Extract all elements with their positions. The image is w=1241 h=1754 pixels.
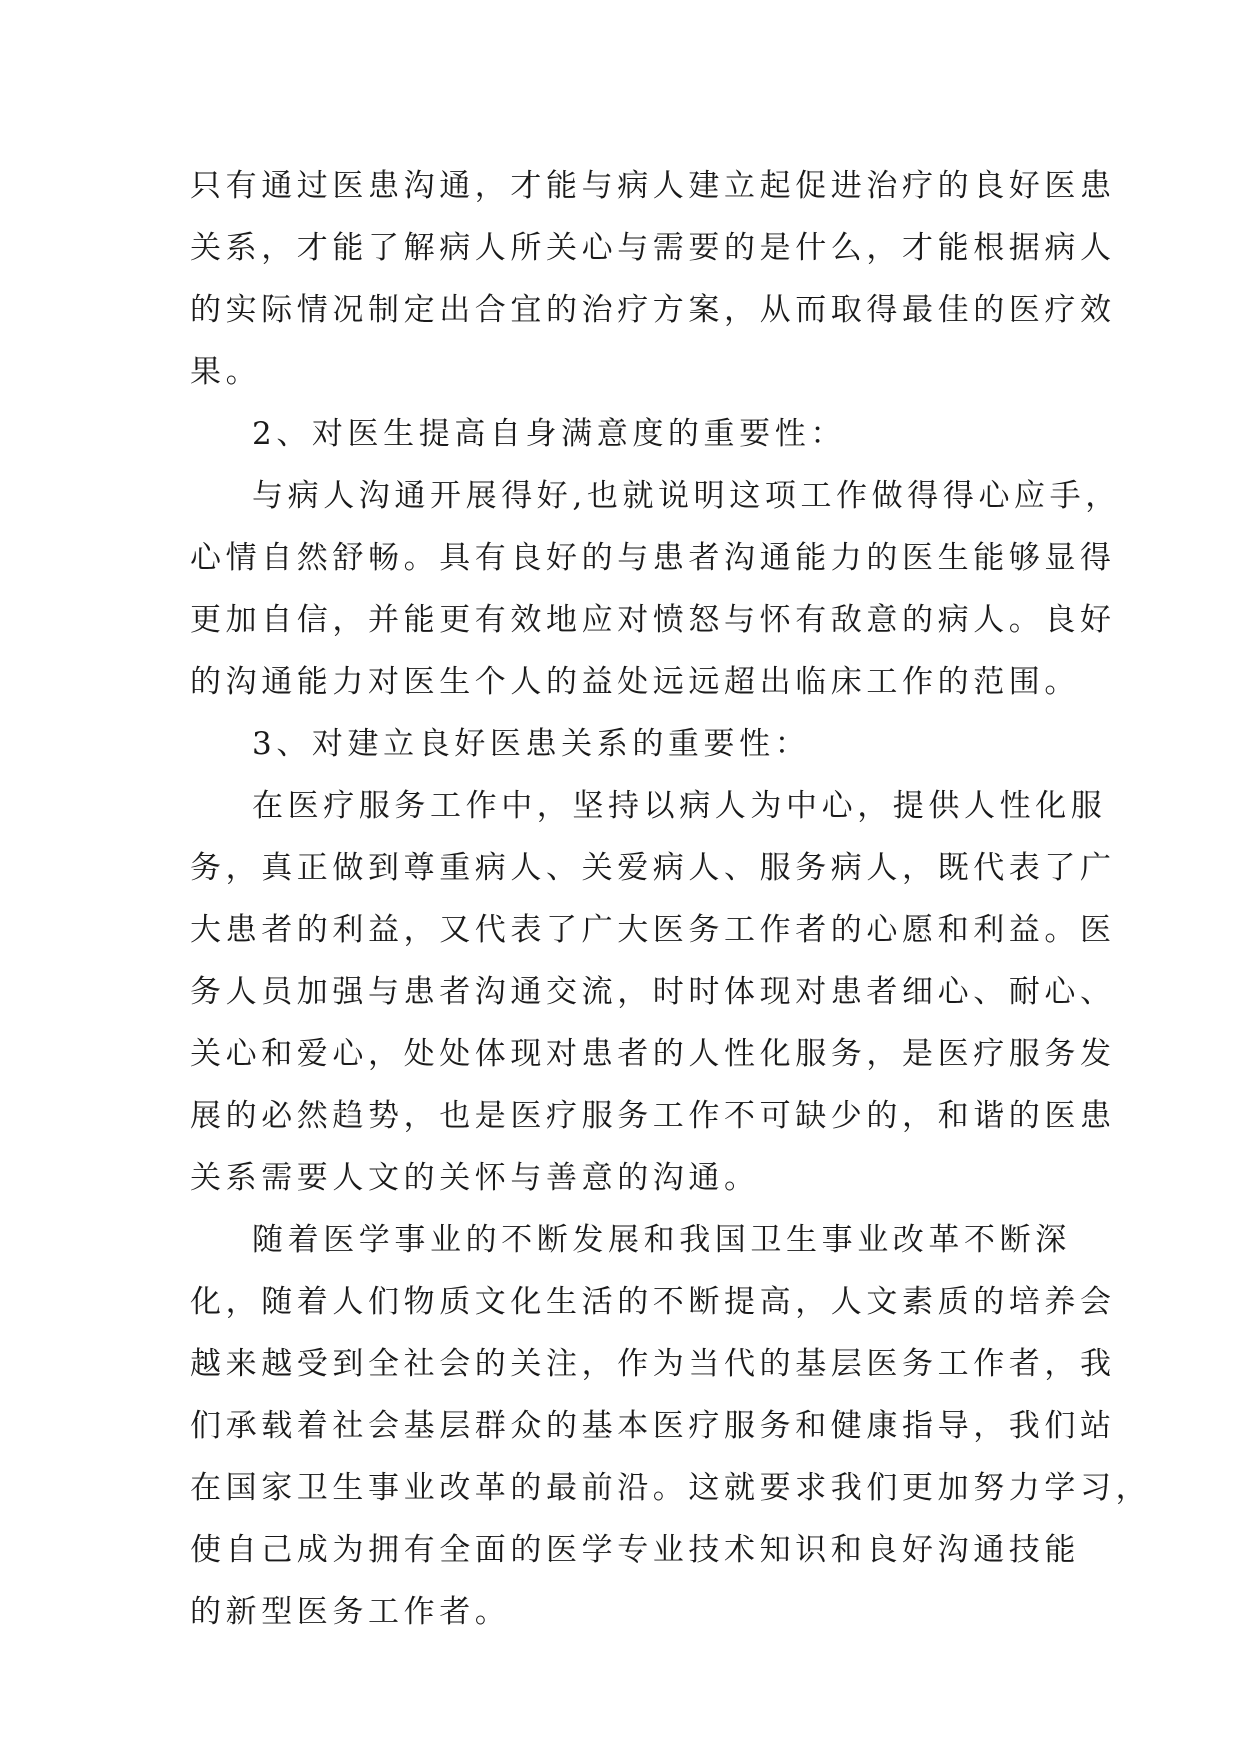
text-line: 越来越受到全社会的关注，作为当代的基层医务工作者，我 [190, 1346, 1116, 1382]
text-line: 们承载着社会基层群众的基本医疗服务和健康指导，我们站 [190, 1408, 1116, 1444]
text-line: 果。 [190, 354, 262, 390]
text-line: 的新型医务工作者。 [190, 1594, 511, 1630]
text-line: 在国家卫生事业改革的最前沿。这就要求我们更加努力学习， [190, 1470, 1152, 1506]
text-line: 关心和爱心，处处体现对患者的人性化服务，是医疗服务发 [190, 1036, 1116, 1072]
text-line: 在医疗服务工作中，坚持以病人为中心，提供人性化服 [252, 788, 1107, 824]
document-body [190, 155, 1152, 1643]
text-line: 只有通过医患沟通，才能与病人建立起促进治疗的良好医患 [190, 168, 1116, 204]
text-line: 3、对建立良好医患关系的重要性： [252, 726, 811, 762]
text-line: 关系，才能了解病人所关心与需要的是什么，才能根据病人 [190, 230, 1116, 266]
text-line: 务人员加强与患者沟通交流，时时体现对患者细心、耐心、 [190, 974, 1116, 1010]
text-line: 关系需要人文的关怀与善意的沟通。 [190, 1160, 760, 1196]
text-line: 使自己成为拥有全面的医学专业技术知识和良好沟通技能 [190, 1532, 1080, 1568]
text-line: 心情自然舒畅。具有良好的与患者沟通能力的医生能够显得 [190, 540, 1116, 576]
text-line: 化，随着人们物质文化生活的不断提高，人文素质的培养会 [190, 1284, 1116, 1320]
text-line: 2、对医生提高自身满意度的重要性： [252, 416, 846, 452]
text-line: 的实际情况制定出合宜的治疗方案，从而取得最佳的医疗效 [190, 292, 1116, 328]
text-line: 随着医学事业的不断发展和我国卫生事业改革不断深 [252, 1222, 1071, 1258]
text-line: 与病人沟通开展得好,也就说明这项工作做得得心应手， [252, 478, 1121, 514]
text-line: 展的必然趋势，也是医疗服务工作不可缺少的，和谐的医患 [190, 1098, 1116, 1134]
text-line: 更加自信，并能更有效地应对愤怒与怀有敌意的病人。良好 [190, 602, 1116, 638]
text-line: 务，真正做到尊重病人、关爱病人、服务病人，既代表了广 [190, 850, 1116, 886]
text-line: 大患者的利益，又代表了广大医务工作者的心愿和利益。医 [190, 912, 1116, 948]
text-line: 的沟通能力对医生个人的益处远远超出临床工作的范围。 [190, 664, 1080, 700]
